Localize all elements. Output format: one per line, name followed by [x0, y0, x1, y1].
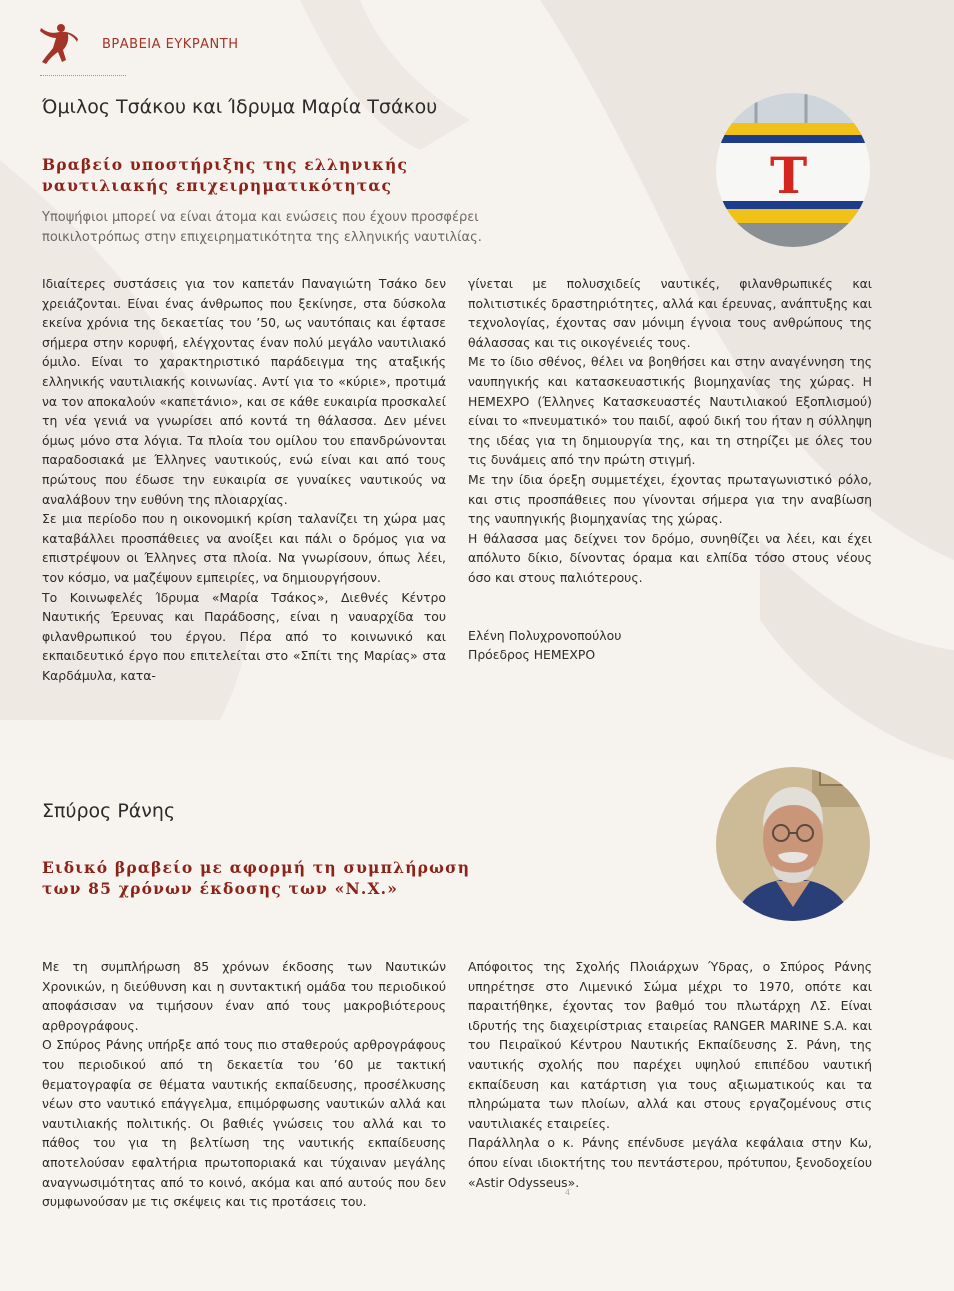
header-title: ΒΡΑΒΕΙΑ ΕΥΚΡΑΝΤΗ	[102, 36, 239, 52]
section2-name: Σπύρος Ράνης	[42, 800, 176, 822]
signature-name: Ελένη Πολυχρονοπούλου	[468, 627, 622, 643]
section1-left-paragraph: Ιδιαίτερες συστάσεις για τον καπετάν Παναγιώτη Τσάκο δεν χρειάζονται. Είναι ένας άνθρωπος που ξεκίνησε, στα δύσκολα εκείνα χρόνια της δεκαετίας του ’50, ως ναυτόπαις και έφτασε σήμερα στην κορυφή, ελέγχοντας έναν πολύ μεγάλο ναυτιλιακό όμιλο. Είναι το χαρακτηριστικό παράδειγμα της αταξικής ελληνικής ναυτιλιακής κοινωνίας. Αντί για το «κύριε», προτιμά να τον αποκαλούν «καπετάνιο», και σε κάθε ευκαιρία προσκαλεί τη νέα γενιά να γνωρίσει από κοντά τη θάλασσα. Δεν μένει όμως μόνο στα λόγια. Τα πλοία του ομίλου του επανδρώνονται παραδοσιακά με Έλληνες ναυτικούς, ενώ είναι και από τους πρώτους που έδωσε την ευκαιρία σε γυναίκες ναυτικούς να αναλάβουν την ευθύνη της πλοιαρχίας.	[42, 276, 446, 507]
section1-left-paragraph: Το Κοινωφελές Ίδρυμα «Μαρία Τσάκος», Διεθνές Κέντρο Ναυτικής Έρευνας και Παράδοσης, είναι η ναυαρχίδα του φιλανθρωπικού του έργου. Πέρα από το κοινωνικό και εκπαιδευτικό έργο που επιτελείται στο «Σπίτι της Μαρίας» στα Καρδάμυλα, κατα-	[42, 589, 446, 683]
section1-right-paragraph: Με το ίδιο σθένος, θέλει να βοηθήσει και στην αναγέννηση της ναυπηγικής και κατασκευαστικής βιομηχανίας της χώρας. Η HEMEXPO (Έλληνες Κατασκευαστές Ναυτιλιακού Εξοπλισμού) είναι το «πνευματικό» του παιδί, αφού δική του ήταν η σύλληψη της ιδέας για τη δημιουργία της, και τη στηρίζει με όλες του τις δυνάμεις από την πρώτη στιγμή.	[468, 354, 872, 468]
section2-right-column	[468, 957, 872, 1192]
section2-left-paragraph: Ο Σπύρος Ράνης υπήρξε από τους πιο σταθερούς αρθρογράφους του περιοδικού από τη δεκαετία του ’60 με τακτική θεματογραφία σε θέματα ναυτικής εκπαίδευσης, προσέλκυσης νέων στο ναυτικό επάγγελμα, επιμόρφωσης ναυτικών αλλά και ναυτιλιακής πολιτικής. Οι βαθιές γνώσεις του αλλά και το πάθος του για τη βελτίωση της ναυτικής εκπαίδευσης αποτελούσαν εφαλτήρια πρωτοποριακά και τύχαιναν μεγάλης αναγνωσιμότητας από το κοινό, ακόμα και από αυτούς που δεν συμφωνούσαν με τις σκέψεις και τις προτάσεις του.	[42, 1037, 446, 1210]
portrait-photo	[716, 767, 870, 921]
header-divider	[40, 75, 126, 76]
section1-left-paragraph: Σε μια περίοδο που η οικονομική κρίση ταλανίζει τη χώρα μας καταβάλλει προσπάθειες να ανοίξει και πάλι ο δρόμος για να επιστρέψουν οι Έλληνες στα πλοία. Να γνωρίσουν, όπως λέει, τον κόσμο, να μαζέψουν εμπειρίες, να δημιουργήσουν.	[42, 511, 446, 585]
section1-right-paragraph: γίνεται με πολυσχιδείς ναυτικές, φιλανθρωπικές και πολιτιστικές δραστηριότητες, αλλά και έρευνας, ανάπτυξης και τεχνολογίας, έχοντας σαν μόνιμη έγνοια τους ανθρώπους της θάλασσας και τις οικογένειές τους.	[468, 276, 872, 350]
dancer-icon	[38, 22, 78, 66]
section2-left-column	[42, 957, 446, 1212]
section1-right-paragraph: Με την ίδια όρεξη συμμετέχει, έχοντας πρωταγωνιστικό ρόλο, και στις προσπάθειες που γίνονται σήμερα για την αναβίωση της ναυπηγικής βιομηχανίας της χώρας.	[468, 471, 872, 527]
section1-award-title	[42, 154, 408, 196]
funnel-letter: T	[770, 146, 808, 205]
section2-award-title	[42, 857, 470, 899]
candidates-note: Υποψήφιοι μπορεί να είναι άτομα και ενώσεις που έχουν προσφέρει ποικιλοτρόπως στην επιχειρηματικότητα της ελληνικής ναυτιλίας.	[42, 210, 482, 245]
section1-award-line2: ναυτιλιακής επιχειρηματικότητας	[42, 176, 393, 195]
section2-award-line2: των 85 χρόνων έκδοσης των «Ν.Χ.»	[42, 879, 399, 898]
section1-right-paragraph: Η θάλασσα μας δείχνει τον δρόμο, συνηθίζει να λέει, και έχει απόλυτο δίκιο, δίνοντας όραμα και ελπίδα τόσο στους νέους όσο και στους παλιότερους.	[468, 530, 872, 585]
section1-left-column	[42, 274, 446, 685]
page-number: 4	[565, 1188, 571, 1197]
section1-award-line1: Βραβείο υποστήριξης της ελληνικής	[42, 155, 409, 174]
signature	[468, 626, 872, 665]
section1-name: Όμιλος Τσάκου και Ίδρυμα Μαρία Τσάκου	[42, 96, 438, 118]
signature-title: Πρόεδρος HEMEXPO	[468, 647, 596, 663]
section2-right-paragraph: Απόφοιτος της Σχολής Πλοιάρχων Ύδρας, ο Σπύρος Ράνης υπηρέτησε στο Λιμενικό Σώμα μέχρι το 1970, οπότε και παραιτήθηκε, έχοντας τον βαθμό του πλωτάρχη ΛΣ. Είναι ιδρυτής της διαχειρίστριας εταιρείας RANGER MARINE S.A. και του Πειραϊκού Κέντρου Ναυτικής Εκπαίδευσης Σ. Ράνη, της ναυτικής σχολής που παρέχει υψηλού επιπέδου ναυτική εκπαίδευση και κατάρτιση για τους αξιωματικούς και τα πληρώματα των πλοίων, αλλά και στους εργαζομένους στις ναυτιλιακές εταιρείες.	[468, 959, 872, 1131]
section2-award-line1: Ειδικό βραβείο με αφορμή τη συμπλήρωση	[42, 858, 471, 877]
section2-right-paragraph: Παράλληλα ο κ. Ράνης επένδυσε μεγάλα κεφάλαια στην Κω, όπου είναι ιδιοκτήτης του πεντάστερου, πρότυπου, ξενοδοχείου «Astir Odysseus».	[468, 1135, 872, 1190]
section2-left-paragraph: Με τη συμπλήρωση 85 χρόνων έκδοσης των Ναυτικών Χρονικών, η διεύθυνση και η συντακτική ομάδα του περιοδικού αποφάσισαν να τιμήσουν έναν από τους μακροβιότερους αρθρογράφους.	[42, 959, 446, 1033]
ship-funnel-photo	[716, 93, 870, 247]
section1-right-column	[468, 274, 872, 665]
page-header	[38, 22, 239, 66]
